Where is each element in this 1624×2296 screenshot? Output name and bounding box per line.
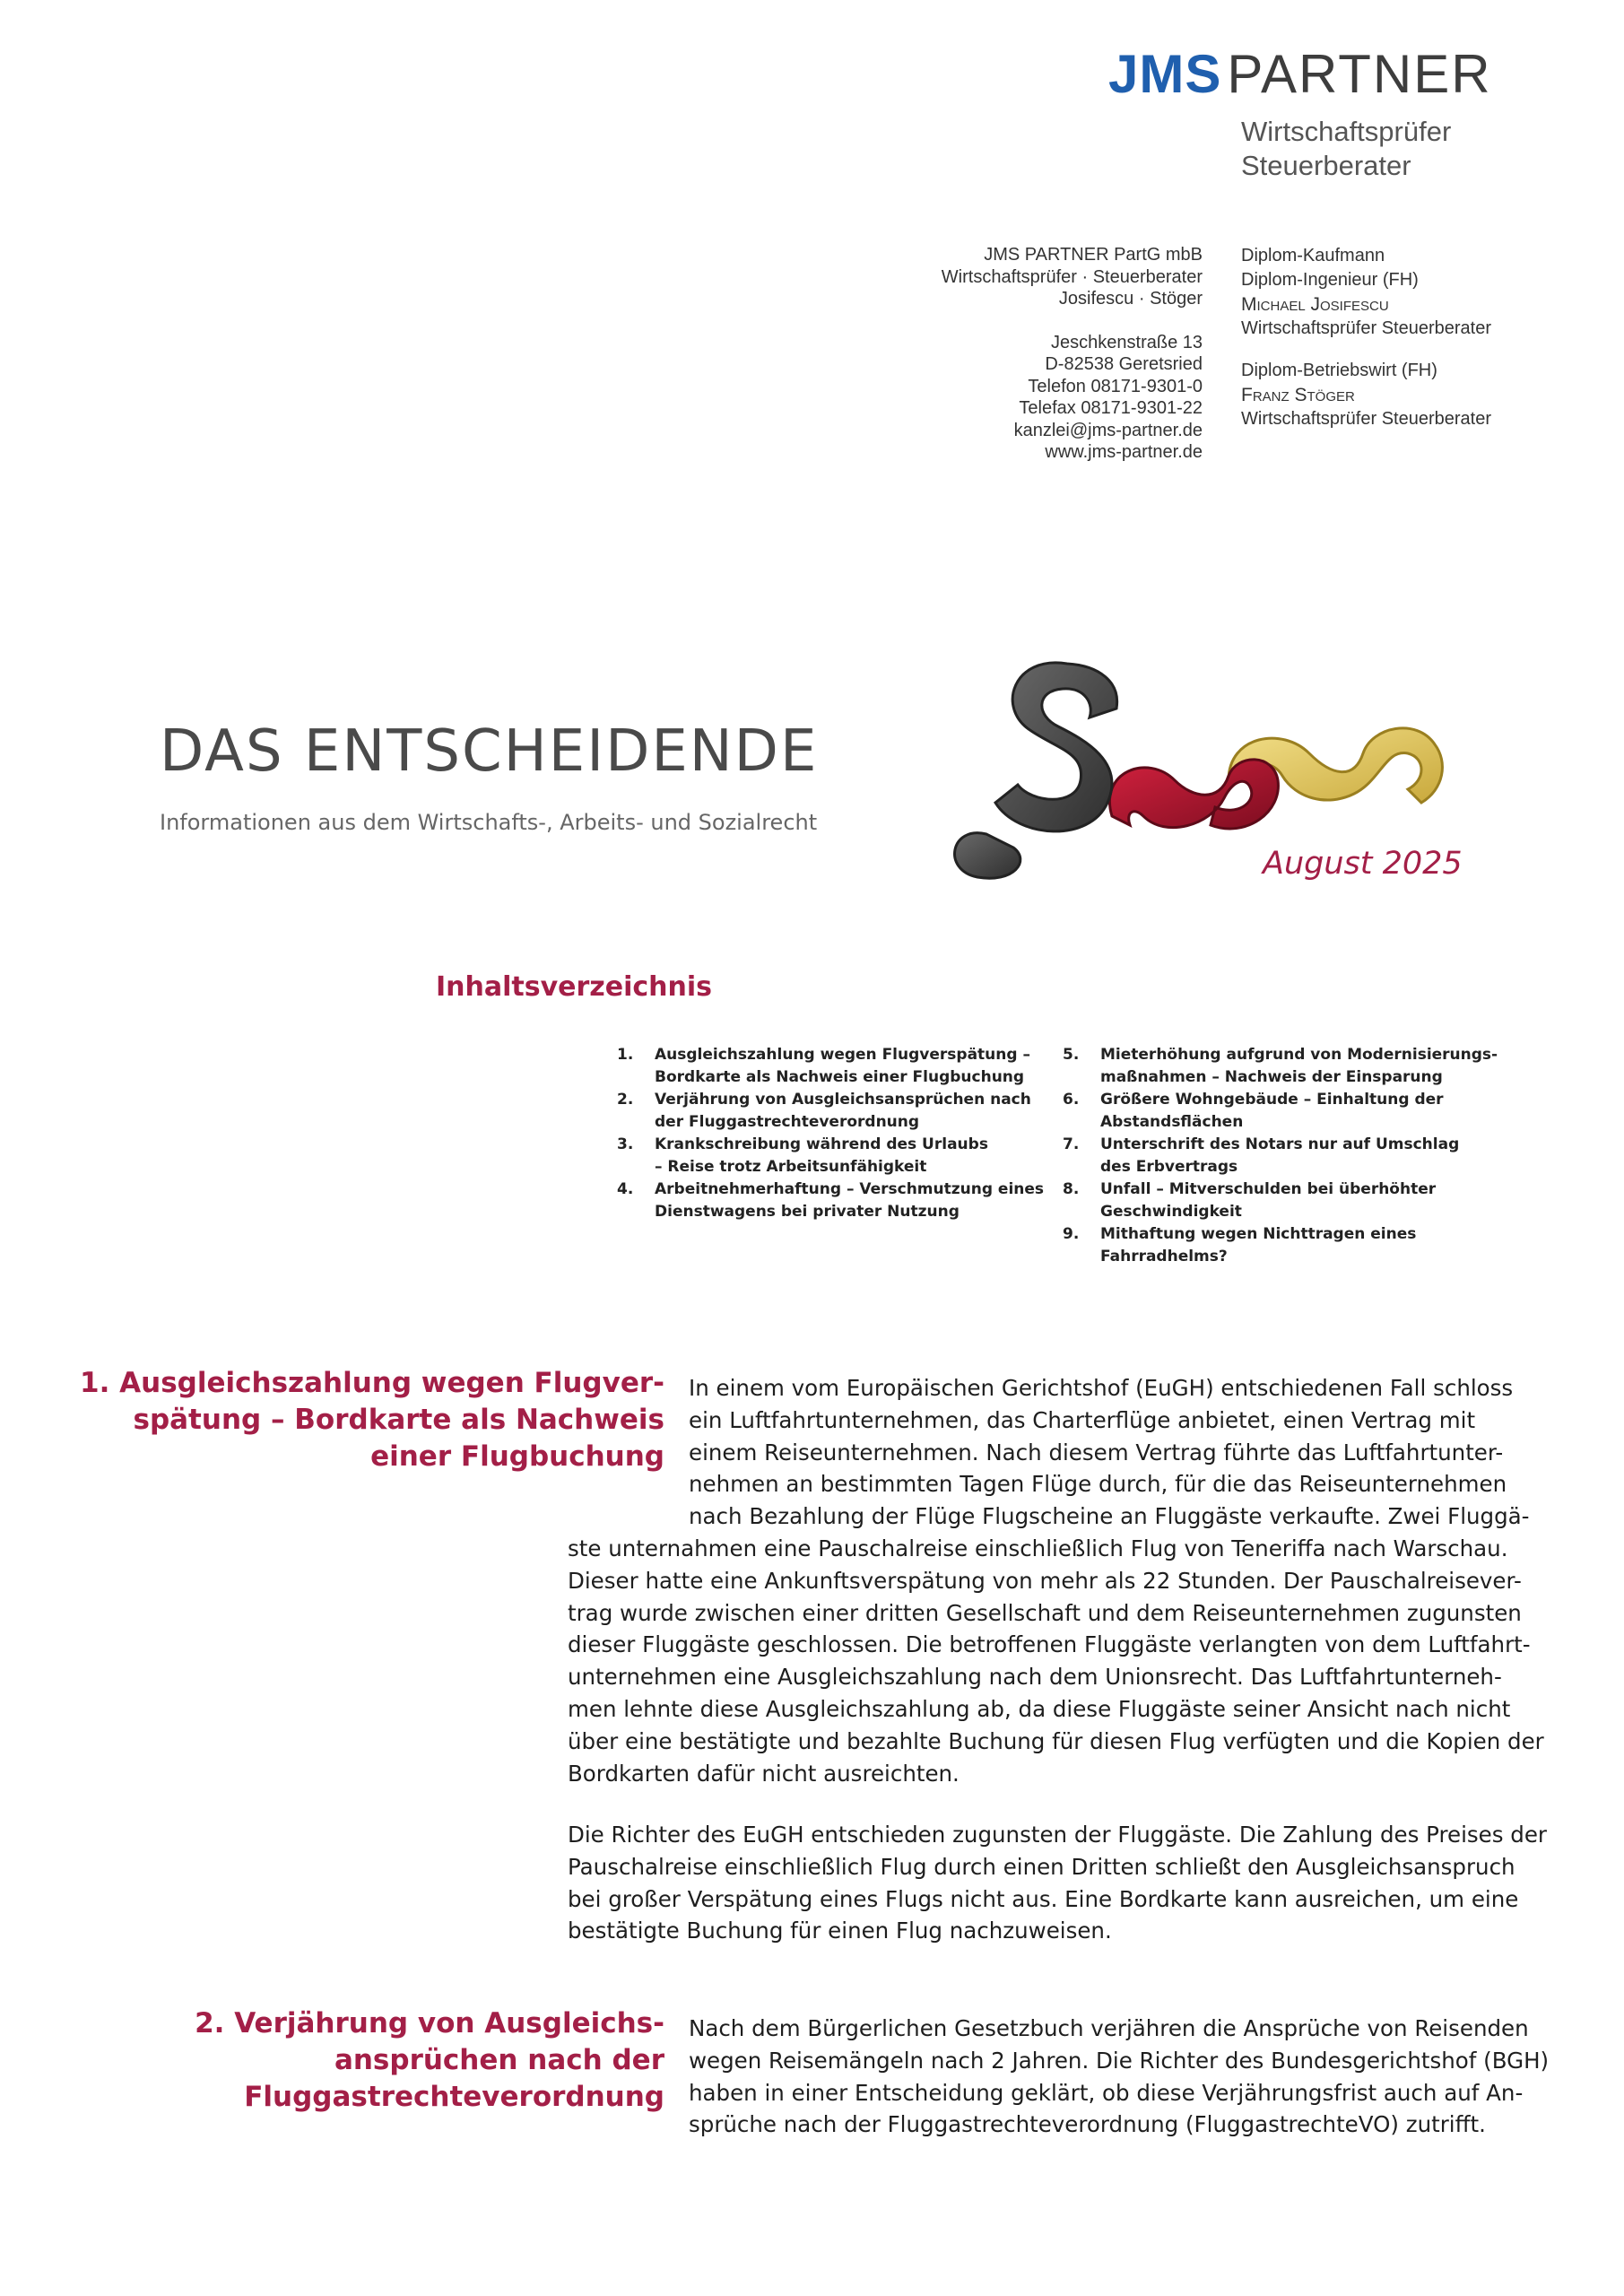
text-line: dieser Fluggäste geschlossen. Die betroffenen Fluggäste verlangten von dem Luftfahrt- xyxy=(568,1631,1531,1658)
heading-line: Fluggastrechteverordnung xyxy=(244,2081,664,2113)
toc-item[interactable] xyxy=(1063,1178,1484,1223)
article-2-heading xyxy=(195,2005,664,2116)
toc-item-text: Verjährung von Ausgleichsansprüchen nach xyxy=(655,1091,1031,1109)
issue-date: August 2025 xyxy=(1263,846,1463,882)
firm-line: Josifescu · Stöger xyxy=(1058,289,1203,309)
toc-item-text: Arbeitnehmerhaftung – Verschmutzung eines xyxy=(655,1180,1045,1198)
text-line: Pauschalreise einschließlich Flug durch einen Dritten schließt den Ausgleichsanspruch xyxy=(568,1853,1515,1880)
partner1-title: Wirtschaftsprüfer Steuerberater xyxy=(1241,318,1491,338)
toc-column-left xyxy=(617,1044,1045,1223)
toc-item[interactable] xyxy=(1063,1089,1484,1134)
toc-item-text: Unfall – Mitverschulden bei überhöhter xyxy=(1100,1180,1437,1198)
toc-item-number: 9. xyxy=(1063,1225,1080,1243)
tagline-line: Steuerberater xyxy=(1241,150,1411,181)
text-line: trag wurde zwischen einer dritten Gesellschaft und dem Reiseunternehmen zugunsten xyxy=(568,1599,1522,1626)
jms-partner-logo xyxy=(1108,43,1492,106)
toc-item-text: – Reise trotz Arbeitsunfähigkeit xyxy=(655,1158,927,1176)
gray-paragraph-icon xyxy=(955,663,1117,878)
logo-jms: JMS xyxy=(1108,44,1222,104)
toc-item-number: 8. xyxy=(1063,1180,1080,1198)
article-1-paragraph-2 xyxy=(568,1819,1547,1947)
heading-line: 1. Ausgleichszahlung wegen Flugver- xyxy=(80,1367,664,1399)
tagline-line: Wirtschaftsprüfer xyxy=(1241,116,1452,147)
toc-item-text: Ausgleichszahlung wegen Flugverspätung – xyxy=(655,1046,1030,1064)
article-1-paragraph-1 xyxy=(568,1372,1544,1789)
newsletter-title: DAS ENTSCHEIDENDE xyxy=(160,718,819,785)
red-paragraph-icon xyxy=(1109,760,1278,829)
toc-item-text: der Fluggastrechteverordnung xyxy=(655,1113,920,1131)
text-line: wegen Reisemängeln nach 2 Jahren. Die Richter des Bundesgerichtshof (BGH) xyxy=(689,2047,1550,2074)
text-line: haben in einer Entscheidung geklärt, ob diese Verjährungsfrist auch auf An- xyxy=(689,2079,1524,2106)
toc-item-text: Krankschreibung während des Urlaubs xyxy=(655,1135,988,1153)
text-line: Nach dem Bürgerlichen Gesetzbuch verjähren die Ansprüche von Reisenden xyxy=(689,2015,1529,2041)
toc-item-text: Bordkarte als Nachweis einer Flugbuchung xyxy=(655,1068,1025,1086)
address-phone: Telefon 08171-9301-0 xyxy=(1028,376,1203,396)
address-website: www.jms-partner.de xyxy=(1045,442,1203,462)
text-line: Bordkarten dafür nicht ausreichten. xyxy=(568,1760,960,1787)
toc-item-text: Geschwindigkeit xyxy=(1100,1203,1242,1221)
address-street: Jeschkenstraße 13 xyxy=(1051,332,1203,352)
newsletter-subtitle: Informationen aus dem Wirtschafts-, Arbeits- und Sozialrecht xyxy=(160,810,818,835)
firm-tagline xyxy=(1241,115,1451,183)
partner2-name: Franz Stöger xyxy=(1241,385,1355,405)
toc-item-number: 5. xyxy=(1063,1046,1080,1064)
toc-item-text: Abstandsflächen xyxy=(1100,1113,1244,1131)
text-line: über eine bestätigte und bezahlte Buchung für diesen Flug verfügten und die Kopien der xyxy=(568,1727,1544,1754)
toc-item[interactable] xyxy=(617,1089,1031,1134)
toc-item-text: Mithaftung wegen Nichttragen eines xyxy=(1100,1225,1417,1243)
partner2-title: Wirtschaftsprüfer Steuerberater xyxy=(1241,409,1491,429)
text-line: men lehnte diese Ausgleichszahlung ab, da diese Fluggäste seiner Ansicht nach nicht xyxy=(568,1695,1511,1722)
partner1-name: Michael Josifescu xyxy=(1241,294,1389,315)
toc-item[interactable] xyxy=(1063,1134,1484,1178)
text-line: nehmen an bestimmten Tagen Flüge durch, für die das Reiseunternehmen xyxy=(689,1471,1507,1498)
article-1-heading xyxy=(80,1365,664,1475)
toc-item[interactable] xyxy=(1063,1223,1484,1268)
text-line: Die Richter des EuGH entschieden zugunsten der Fluggäste. Die Zahlung des Preises der xyxy=(568,1822,1547,1848)
toc-item-number: 7. xyxy=(1063,1135,1080,1153)
text-line: ste unternahmen eine Pauschalreise einschließlich Flug von Teneriffa nach Warschau. xyxy=(568,1535,1508,1561)
logo-partner: PARTNER xyxy=(1227,44,1492,104)
text-line: einem Reiseunternehmen. Nach diesem Vertrag führte das Luftfahrtunter- xyxy=(689,1439,1504,1465)
text-line: In einem vom Europäischen Gerichtshof (EuGH) entschiedenen Fall schloss xyxy=(689,1375,1514,1401)
toc-column-right xyxy=(1063,1044,1498,1268)
text-line: bestätigte Buchung für einen Flug nachzuweisen. xyxy=(568,1918,1112,1944)
toc-item-number: 6. xyxy=(1063,1091,1080,1109)
text-line: nach Bezahlung der Flüge Flugscheine an Fluggäste verkaufte. Zwei Fluggä- xyxy=(689,1503,1530,1530)
heading-line: 2. Verjährung von Ausgleichs- xyxy=(195,2007,664,2039)
heading-line: einer Flugbuchung xyxy=(370,1440,664,1473)
toc-item-text: maßnahmen – Nachweis der Einsparung xyxy=(1100,1068,1443,1086)
partner1-degree: Diplom-Kaufmann xyxy=(1241,246,1385,265)
toc-item[interactable] xyxy=(1063,1044,1498,1089)
toc-item-text: Mieterhöhung aufgrund von Modernisierungs- xyxy=(1100,1046,1498,1064)
address-city: D-82538 Geretsried xyxy=(1045,354,1203,374)
text-line: bei großer Verspätung eines Flugs nicht aus. Eine Bordkarte kann ausreichen, um eine xyxy=(568,1885,1519,1912)
toc-item[interactable] xyxy=(617,1044,1030,1089)
text-line: Dieser hatte eine Ankunftsverspätung von mehr als 22 Stunden. Der Pauschalreisever- xyxy=(568,1567,1522,1594)
toc-item-text: Fahrradhelms? xyxy=(1100,1248,1228,1265)
text-line: unternehmen eine Ausgleichszahlung nach dem Unionsrecht. Das Luftfahrtunterneh- xyxy=(568,1664,1502,1691)
toc-item-text: Dienstwagens bei privater Nutzung xyxy=(655,1203,960,1221)
partners-block xyxy=(1241,244,1491,431)
article-2-paragraph-1 xyxy=(689,2013,1549,2141)
firm-name: JMS PARTNER PartG mbB xyxy=(984,245,1203,265)
partner2-degree: Diplom-Betriebswirt (FH) xyxy=(1241,361,1437,380)
toc-item-number: 2. xyxy=(617,1091,634,1109)
address-fax: Telefax 08171-9301-22 xyxy=(1019,398,1203,418)
partner1-degree: Diplom-Ingenieur (FH) xyxy=(1241,270,1419,290)
toc-item-number: 3. xyxy=(617,1135,634,1153)
toc-item[interactable] xyxy=(617,1178,1045,1223)
firm-address-block xyxy=(942,244,1203,464)
toc-item-text: Größere Wohngebäude – Einhaltung der xyxy=(1100,1091,1444,1109)
heading-line: spätung – Bordkarte als Nachweis xyxy=(133,1404,664,1436)
address-email: kanzlei@jms-partner.de xyxy=(1013,420,1203,440)
heading-line: ansprüchen nach der xyxy=(334,2044,664,2076)
toc-item-text: Unterschrift des Notars nur auf Umschlag xyxy=(1100,1135,1460,1153)
firm-line: Wirtschaftsprüfer · Steuerberater xyxy=(941,266,1203,287)
toc-item[interactable] xyxy=(617,1134,1012,1178)
toc-item-number: 1. xyxy=(617,1046,634,1064)
toc-heading: Inhaltsverzeichnis xyxy=(436,971,713,1003)
toc-item-text: des Erbvertrags xyxy=(1100,1158,1238,1176)
text-line: sprüche nach der Fluggastrechteverordnung (FluggastrechteVO) zutrifft. xyxy=(689,2111,1486,2138)
toc-item-number: 4. xyxy=(617,1180,634,1198)
text-line: ein Luftfahrtunternehmen, das Charterflüge anbietet, einen Vertrag mit xyxy=(689,1406,1476,1433)
